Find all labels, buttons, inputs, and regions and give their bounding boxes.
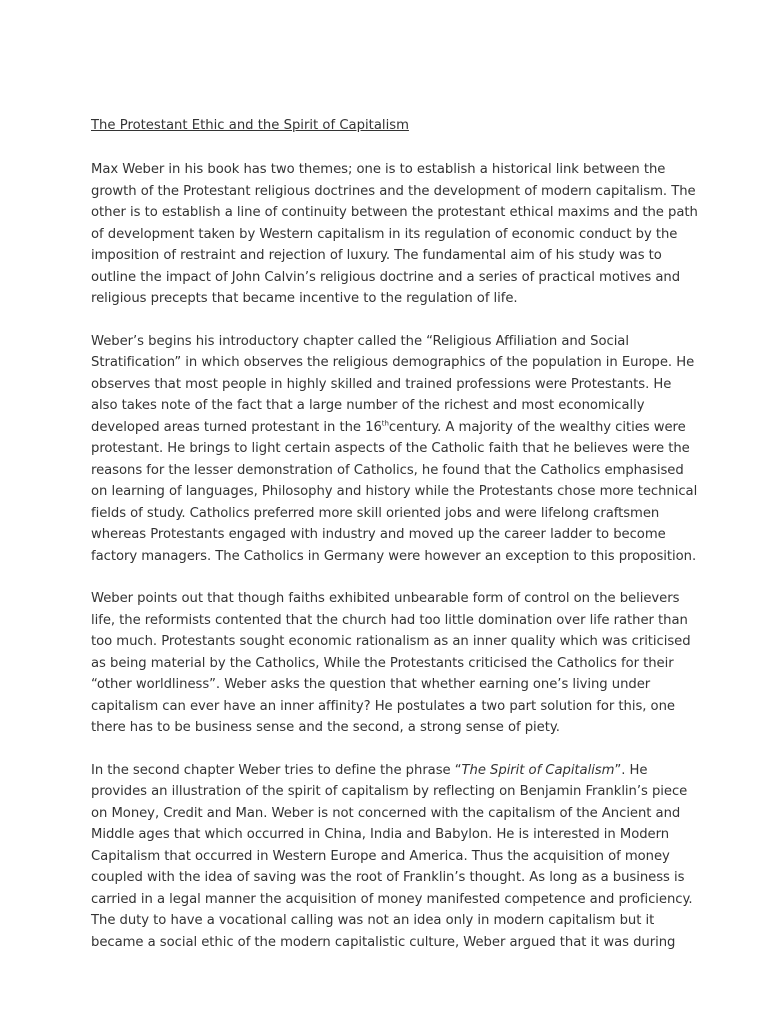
text-line: there has to be business sense and the second, a strong sense of piety. (91, 720, 560, 735)
paragraph-4 (91, 760, 693, 954)
text-line: religious precepts that became incentive to the regulation of life. (91, 291, 518, 306)
italic-phrase: The Spirit of Capitalism (461, 762, 615, 778)
text-line: growth of the Protestant religious doctrines and the development of modern capitalism. The (91, 183, 696, 199)
text-line: Weber points out that though faiths exhibited unbearable form of control on the believers (91, 591, 680, 606)
text-line: capitalism can ever have an inner affinity? He postulates a two part solution for this, one (91, 698, 675, 714)
line-segment: In the second chapter Weber tries to define the phrase “ (91, 762, 462, 778)
text-line: on Money, Credit and Man. Weber is not concerned with the capitalism of the Ancient and (91, 805, 681, 821)
text-line: outline the impact of John Calvin’s religious doctrine and a series of practical motives and (91, 269, 681, 285)
text-line: provides an illustration of the spirit of capitalism by reflecting on Benjamin Franklin’s piece (91, 784, 688, 799)
text-line: on learning of languages, Philosophy and history while the Protestants chose more technical (91, 484, 698, 499)
text-line: also takes note of the fact that a large number of the richest and most economically (91, 398, 645, 413)
text-line: whereas Protestants engaged with industry and moved up the career ladder to become (91, 527, 666, 542)
text-line: observes that most people in highly skilled and trained professions were Protestants. He (91, 376, 672, 392)
text-line: became a social ethic of the modern capitalistic culture, Weber argued that it was during (91, 934, 676, 950)
line-segment: developed areas turned protestant in the 16 (91, 419, 382, 435)
text-line: other is to establish a line of continuity between the protestant ethical maxims and the path (91, 205, 698, 220)
text-line: The duty to have a vocational calling was not an idea only in modern capitalism but it (91, 913, 655, 928)
text-line: fields of study. Catholics preferred more skill oriented jobs and were lifelong craftsmen (91, 505, 660, 521)
text-line: Max Weber in his book has two themes; one is to establish a historical link between the (91, 162, 666, 177)
text-line: “other worldliness”. Weber asks the question that whether earning one’s living under (91, 677, 651, 692)
text-line: life, the reformists contented that the church had too little domination over life rather than (91, 612, 688, 628)
document-page (91, 115, 698, 974)
text-line: Stratification” in which observes the religious demographics of the population in Europe. He (91, 355, 695, 370)
paragraph-2 (91, 331, 698, 568)
text-line: Weber’s begins his introductory chapter called the “Religious Affiliation and Social (91, 333, 629, 349)
text-line: coupled with the idea of saving was the root of Franklin’s thought. As long as a business is (91, 870, 685, 885)
ordinal-superscript: th (381, 419, 389, 428)
text-line (91, 760, 681, 782)
text-line: reasons for the lesser demonstration of Catholics, he found that the Catholics emphasised (91, 462, 684, 478)
document-title: The Protestant Ethic and the Spirit of Capitalism (91, 118, 409, 133)
text-line (91, 417, 686, 439)
paragraph-3 (91, 588, 691, 739)
text-line: of development taken by Western capitalism in its regulation of economic conduct by the (91, 226, 678, 242)
text-line: carried in a legal manner the acquisition of money manifested competence and proficiency. (91, 891, 693, 907)
text-line: factory managers. The Catholics in Germany were however an exception to this proposition. (91, 548, 697, 564)
text-line: too much. Protestants sought economic rationalism as an inner quality which was criticised (91, 634, 691, 649)
text-line: Middle ages that which occurred in China, India and Babylon. He is interested in Modern (91, 827, 670, 842)
text-line: as being material by the Catholics, While the Protestants criticised the Catholics for their (91, 655, 674, 671)
text-line: protestant. He brings to light certain aspects of the Catholic faith that he believes were the (91, 441, 690, 456)
paragraph-1 (91, 159, 698, 310)
text-line: imposition of restraint and rejection of luxury. The fundamental aim of his study was to (91, 248, 662, 263)
text-line: Capitalism that occurred in Western Europe and America. Thus the acquisition of money (91, 848, 670, 864)
line-segment: ”. He (614, 762, 648, 778)
line-segment: century. A majority of the wealthy cities were (388, 419, 686, 435)
